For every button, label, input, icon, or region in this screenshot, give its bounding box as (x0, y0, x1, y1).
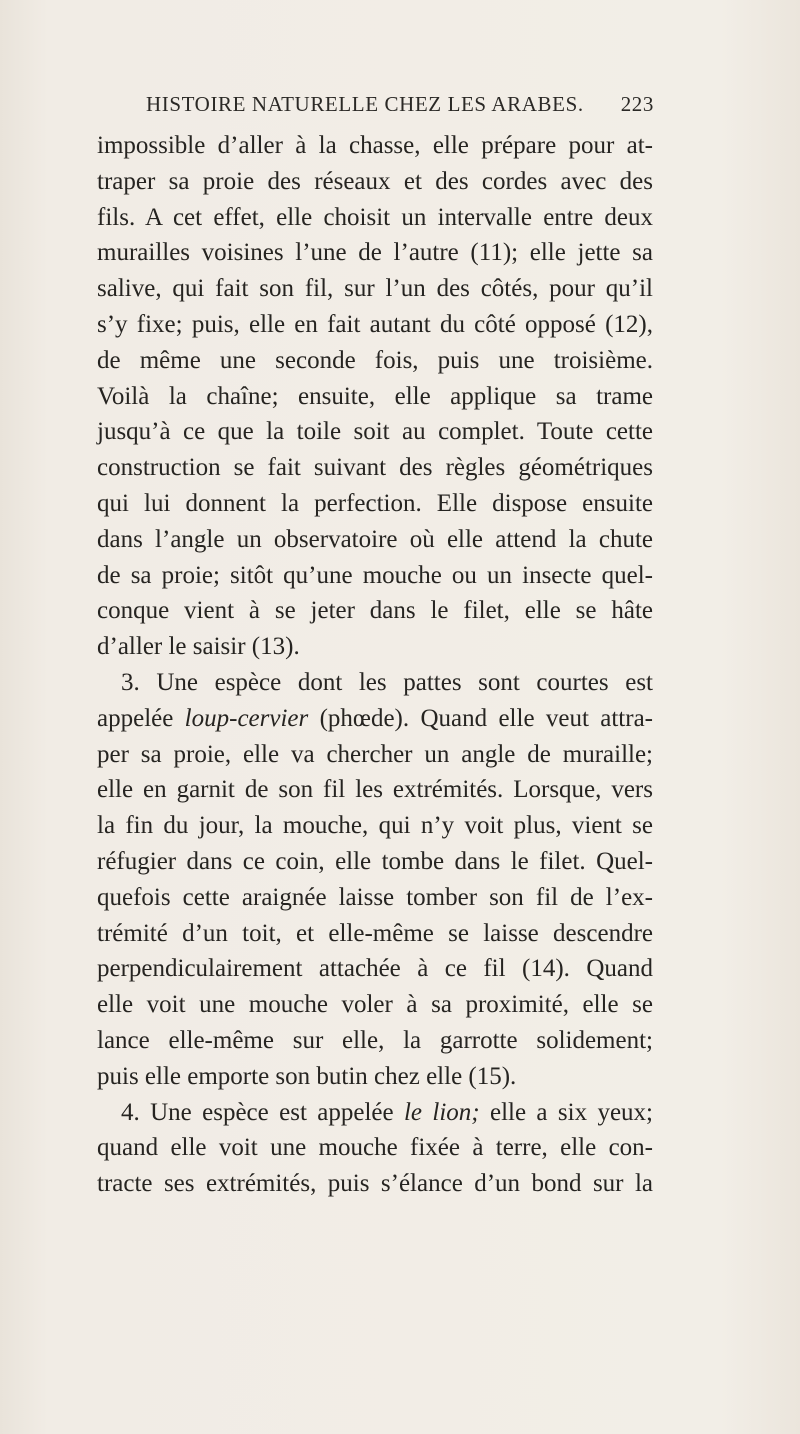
body-text (97, 128, 653, 1202)
text-line (97, 880, 653, 916)
text-segment: de sa proie; sitôt qu’une mouche ou un insecte quel- (97, 561, 653, 589)
text-segment: réfugier dans ce coin, elle tombe dans le filet. Quel- (97, 847, 653, 875)
text-segment: (phœde). Quand elle veut attra- (308, 704, 653, 732)
text-segment: per sa proie, elle va chercher un angle de muraille; (97, 740, 653, 768)
text-segment: murailles voisines l’une de l’autre (11); elle jette sa (97, 239, 653, 267)
text-segment: jusqu’à ce que la toile soit au complet. Toute cette (97, 418, 653, 446)
text-line (97, 307, 653, 343)
page-header (146, 92, 654, 118)
text-line (97, 1059, 653, 1095)
text-segment: 4. Une espèce est appelée (121, 1098, 404, 1126)
text-line (97, 200, 653, 236)
text-segment: perpendiculairement attachée à ce fil (14). Quand (97, 955, 653, 983)
text-segment: de même une seconde fois, puis une troisième. (97, 346, 653, 374)
text-segment: 3. Une espèce dont les pattes sont courtes est (121, 668, 653, 696)
text-line (97, 558, 653, 594)
text-segment: la fin du jour, la mouche, qui n’y voit plus, vient se (97, 812, 653, 840)
text-line (97, 379, 653, 415)
text-segment: trémité d’un toit, et elle-même se laisse descendre (97, 919, 653, 947)
running-title: HISTOIRE NATURELLE CHEZ LES ARABES. (146, 92, 584, 116)
text-line (97, 1095, 653, 1131)
text-line (97, 737, 653, 773)
text-segment: quefois cette araignée laisse tomber son fil de l’ex- (97, 883, 653, 911)
text-line (97, 987, 653, 1023)
text-segment: lance elle-même sur elle, la garrotte solidement; (97, 1026, 653, 1054)
text-line (97, 486, 653, 522)
text-line (97, 951, 653, 987)
text-segment: construction se fait suivant des règles géométriques (97, 454, 653, 482)
text-segment: impossible d’aller à la chasse, elle prépare pour at- (97, 132, 653, 159)
text-line (97, 164, 653, 200)
italic-term: loup-cervier (184, 704, 309, 732)
text-line (97, 271, 653, 307)
text-line (97, 844, 653, 880)
page-number: 223 (620, 92, 654, 116)
text-segment: d’aller le saisir (13). (97, 633, 300, 661)
text-line (97, 450, 653, 486)
text-segment: tracte ses extrémités, puis s’élance d’un bond sur la (97, 1170, 653, 1198)
text-line (97, 1166, 653, 1202)
text-segment: qui lui donnent la perfection. Elle dispose ensuite (97, 489, 653, 517)
text-line (97, 522, 653, 558)
text-segment: dans l’angle un observatoire où elle attend la chute (97, 525, 653, 553)
text-segment: conque vient à se jeter dans le filet, elle se hâte (97, 597, 653, 625)
text-line (97, 128, 653, 164)
text-line (97, 629, 653, 665)
text-segment: s’y fixe; puis, elle en fait autant du côté opposé (12), (97, 310, 653, 338)
italic-term: le lion; (403, 1098, 480, 1126)
text-line (97, 593, 653, 629)
text-line (97, 235, 653, 271)
text-line (97, 1023, 653, 1059)
text-segment: fils. A cet effet, elle choisit un intervalle entre deux (97, 203, 653, 231)
text-segment: quand elle voit une mouche fixée à terre, elle con- (97, 1134, 653, 1162)
text-line (97, 916, 653, 952)
text-line (97, 665, 653, 701)
text-segment: elle en garnit de son fil les extrémités. Lorsque, vers (97, 776, 653, 804)
text-segment: elle a six yeux; (479, 1098, 653, 1126)
text-segment: elle voit une mouche voler à sa proximité, elle se (97, 991, 653, 1019)
text-segment: appelée (97, 704, 185, 732)
text-line (97, 414, 653, 450)
text-line (97, 701, 653, 737)
text-segment: Voilà la chaîne; ensuite, elle applique sa trame (97, 382, 653, 410)
text-line (97, 1130, 653, 1166)
text-segment: puis elle emporte son butin chez elle (15). (97, 1062, 517, 1090)
text-segment: salive, qui fait son fil, sur l’un des côtés, pour qu’il (97, 275, 653, 303)
text-line (97, 808, 653, 844)
text-segment: traper sa proie des réseaux et des cordes avec des (97, 167, 653, 195)
text-line (97, 343, 653, 379)
text-line (97, 772, 653, 808)
